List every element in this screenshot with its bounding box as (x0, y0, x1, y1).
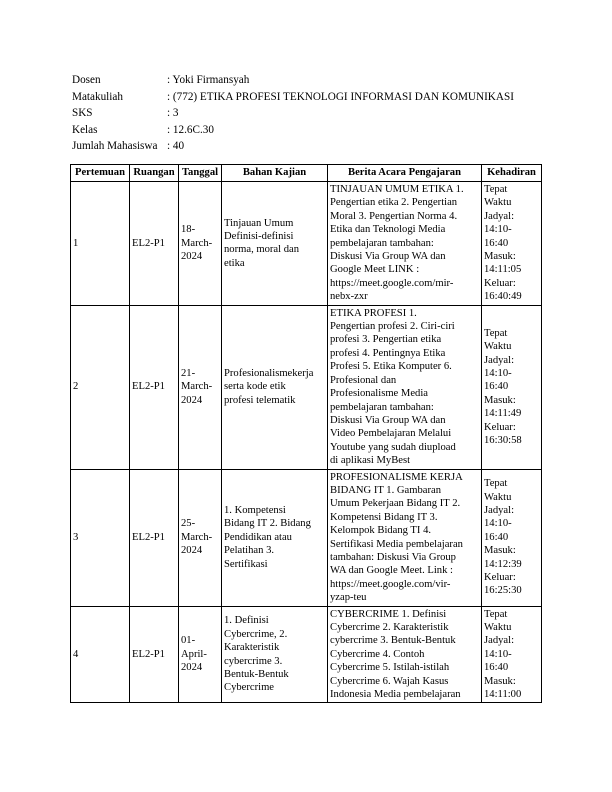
cell-kehadiran (482, 305, 542, 469)
cell-berita-acara-line: Cybercrime 4. Contoh (330, 648, 425, 660)
cell-berita-acara-line: Diskusi Via Group WA dan (330, 414, 446, 426)
cell-bahan-kajian-line: norma, moral dan (224, 244, 300, 256)
cell-kehadiran-line: Masuk: (484, 251, 516, 263)
cell-tanggal (179, 606, 222, 703)
info-label: Matakuliah (72, 90, 123, 103)
cell-bahan-kajian-line: etika (224, 257, 245, 269)
cell-kehadiran (482, 606, 542, 703)
cell-berita-acara-line: pembelajaran tambahan: (330, 237, 434, 249)
cell-ruangan: EL2-P1 (130, 182, 179, 306)
cell-kehadiran-line: 16:40 (484, 381, 509, 393)
info-value: : Yoki Firmansyah (167, 74, 250, 86)
cell-kehadiran-line: 14:12:39 (484, 558, 522, 570)
cell-bahan-kajian-line: Pendidikan atau (224, 531, 292, 543)
cell-kehadiran-line: Waktu (484, 197, 512, 209)
info-label: Dosen (72, 74, 101, 86)
cell-berita-acara-line: Kompetensi Bidang IT 3. (330, 511, 438, 523)
cell-kehadiran (482, 469, 542, 606)
cell-kehadiran-line: Masuk: (484, 675, 516, 687)
cell-berita-acara-line: tambahan: Diskusi Via Group (330, 551, 456, 563)
header-berita-acara: Berita Acara Pengajaran (328, 165, 482, 182)
table-row (71, 305, 542, 469)
cell-bahan-kajian-line: cybercrime 3. (224, 655, 283, 667)
cell-ruangan: EL2-P1 (130, 606, 179, 703)
info-dosen (72, 72, 514, 89)
cell-kehadiran-line: Jadyal: (484, 210, 515, 222)
cell-bahan-kajian-line: 1. Definisi (224, 615, 269, 627)
cell-tanggal-line: 01- (181, 635, 196, 647)
cell-bahan-kajian-line: profesi telematik (224, 394, 296, 406)
table-row (71, 182, 542, 306)
cell-bahan-kajian-line: Definisi-definisi (224, 230, 294, 242)
cell-bahan-kajian-line: Bentuk-Bentuk (224, 668, 289, 680)
header-pertemuan: Pertemuan (71, 165, 130, 182)
cell-kehadiran-line: Masuk: (484, 545, 516, 557)
cell-bahan-kajian-line: Cybercrime (224, 682, 275, 694)
cell-tanggal (179, 305, 222, 469)
header-kehadiran: Kehadiran (482, 165, 542, 182)
table-row (71, 606, 542, 703)
cell-tanggal-line: 18- (181, 224, 196, 236)
cell-bahan-kajian (222, 305, 328, 469)
cell-pertemuan: 4 (71, 606, 130, 703)
cell-berita-acara-line: cybercrime 3. Bentuk-Bentuk (330, 635, 456, 647)
cell-bahan-kajian-line: Pelatihan 3. (224, 545, 275, 557)
cell-kehadiran-line: Keluar: (484, 572, 516, 584)
table-row (71, 469, 542, 606)
cell-berita-acara (328, 305, 482, 469)
cell-berita-acara-line: di aplikasi MyBest (330, 455, 411, 467)
cell-bahan-kajian-line: Tinjauan Umum (224, 217, 294, 229)
cell-kehadiran-line: Jadyal: (484, 354, 515, 366)
cell-kehadiran-line: 14:10- (484, 367, 512, 379)
cell-tanggal-line: 2024 (181, 662, 203, 674)
info-jumlah-mahasiswa (72, 138, 514, 155)
cell-kehadiran-line: 16:40:49 (484, 291, 522, 303)
info-value: : 40 (167, 140, 185, 153)
cell-berita-acara-line: Youtube yang sudah diupload (330, 441, 456, 453)
cell-kehadiran-line: 16:40 (484, 662, 509, 674)
cell-berita-acara-line: Profesional dan (330, 374, 397, 386)
cell-berita-acara-line: https://meet.google.com/vir- (330, 578, 451, 590)
cell-pertemuan: 2 (71, 305, 130, 469)
cell-tanggal-line: 2024 (181, 251, 203, 263)
cell-ruangan: EL2-P1 (130, 305, 179, 469)
cell-berita-acara-line: Moral 3. Pengertian Norma 4. (330, 210, 458, 222)
cell-berita-acara-line: BIDANG IT 1. Gambaran (330, 484, 442, 496)
cell-berita-acara (328, 469, 482, 606)
cell-kehadiran-line: Waktu (484, 341, 512, 353)
cell-berita-acara-line: Pengertian etika 2. Pengertian (330, 197, 458, 209)
cell-berita-acara-line: Etika dan Teknologi Media (330, 224, 446, 236)
cell-berita-acara-line: WA dan Google Meet. Link : (330, 565, 453, 577)
cell-berita-acara-line: pembelajaran tambahan: (330, 401, 434, 413)
info-label: Kelas (72, 123, 98, 136)
info-value: : (772) ETIKA PROFESI TEKNOLOGI INFORMASI DAN KOMUNIKASI (167, 90, 514, 103)
cell-berita-acara-line: Profesionalisme Media (330, 388, 428, 400)
cell-kehadiran-line: Masuk: (484, 394, 516, 406)
cell-berita-acara (328, 182, 482, 306)
cell-tanggal-line: 21- (181, 367, 196, 379)
cell-tanggal-line: March- (181, 381, 213, 393)
cell-bahan-kajian-line: Profesionalismekerja (224, 367, 314, 379)
header-bahan-kajian: Bahan Kajian (222, 165, 328, 182)
attendance-table (70, 164, 542, 703)
info-matakuliah (72, 89, 514, 106)
cell-tanggal-line: 25- (181, 518, 196, 530)
cell-berita-acara-line: profesi 4. Pentingnya Etika (330, 347, 446, 359)
info-kelas (72, 122, 514, 139)
cell-berita-acara-line: Kelompok Bidang TI 4. (330, 525, 432, 537)
cell-berita-acara-line: PROFESIONALISME KERJA (330, 471, 463, 483)
cell-pertemuan: 1 (71, 182, 130, 306)
cell-berita-acara-line: Cybercrime 2. Karakteristik (330, 622, 449, 633)
cell-kehadiran-line: Waktu (484, 622, 512, 633)
cell-kehadiran-line: 14:10- (484, 518, 512, 530)
cell-tanggal-line: 2024 (181, 394, 203, 406)
info-sks (72, 105, 514, 122)
cell-kehadiran (482, 182, 542, 306)
info-value: : 3 (167, 107, 179, 120)
cell-kehadiran-line: Tepat (484, 608, 508, 620)
cell-kehadiran-line: 16:40 (484, 531, 509, 543)
cell-bahan-kajian (222, 606, 328, 703)
cell-kehadiran-line: 16:40 (484, 237, 509, 249)
cell-berita-acara-line: Video Pembelajaran Melalui (330, 428, 452, 440)
cell-berita-acara-line: Diskusi Via Group WA dan (330, 251, 446, 263)
cell-kehadiran-line: Keluar: (484, 277, 516, 289)
header-ruangan: Ruangan (130, 165, 179, 182)
cell-berita-acara-line: nebx-zxr (330, 291, 368, 303)
cell-berita-acara-line: yzap-teu (330, 592, 367, 604)
cell-kehadiran-line: Jadyal: (484, 635, 515, 647)
cell-kehadiran-line: 14:11:49 (484, 408, 522, 420)
table-header-row (71, 165, 542, 182)
header-tanggal: Tanggal (179, 165, 222, 182)
cell-bahan-kajian-line: Karakteristik (224, 642, 280, 654)
cell-berita-acara-line: Pengertian profesi 2. Ciri-ciri (330, 321, 455, 333)
cell-berita-acara-line: Google Meet LINK : (330, 264, 420, 276)
course-info (72, 72, 514, 155)
cell-tanggal-line: March- (181, 237, 213, 249)
cell-tanggal (179, 182, 222, 306)
cell-berita-acara-line: ETIKA PROFESI 1. (330, 307, 417, 319)
cell-bahan-kajian (222, 182, 328, 306)
cell-kehadiran-line: 14:10- (484, 224, 512, 236)
cell-kehadiran-line: 14:11:05 (484, 264, 522, 276)
cell-tanggal-line: 2024 (181, 545, 203, 557)
cell-tanggal-line: March- (181, 531, 213, 543)
cell-berita-acara-line: Indonesia Media pembelajaran (330, 689, 461, 701)
cell-bahan-kajian-line: Sertifikasi (224, 558, 268, 570)
cell-berita-acara-line: Cybercrime 6. Wajah Kasus (330, 675, 449, 687)
cell-kehadiran-line: Tepat (484, 184, 508, 195)
info-label: Jumlah Mahasiswa (72, 140, 158, 153)
cell-berita-acara-line: profesi 3. Pengertian etika (330, 334, 442, 346)
info-label: SKS (72, 107, 93, 120)
cell-berita-acara (328, 606, 482, 703)
cell-berita-acara-line: CYBERCRIME 1. Definisi (330, 608, 447, 620)
info-value: : 12.6C.30 (167, 123, 214, 136)
cell-tanggal-line: April- (181, 648, 207, 660)
cell-berita-acara-line: Profesi 5. Etika Komputer 6. (330, 361, 452, 373)
cell-kehadiran-line: 16:25:30 (484, 585, 522, 597)
cell-bahan-kajian-line: Bidang IT 2. Bidang (224, 518, 311, 530)
cell-bahan-kajian (222, 469, 328, 606)
cell-bahan-kajian-line: 1. Kompetensi (224, 505, 286, 517)
cell-pertemuan: 3 (71, 469, 130, 606)
cell-berita-acara-line: Cybercrime 5. Istilah-istilah (330, 662, 450, 674)
cell-kehadiran-line: 14:11:00 (484, 689, 522, 701)
cell-ruangan: EL2-P1 (130, 469, 179, 606)
cell-kehadiran-line: Jadyal: (484, 505, 515, 517)
cell-kehadiran-line: 14:10- (484, 648, 512, 660)
cell-kehadiran-line: Keluar: (484, 421, 516, 433)
cell-kehadiran-line: Tepat (484, 478, 508, 490)
cell-berita-acara-line: https://meet.google.com/mir- (330, 277, 454, 289)
cell-berita-acara-line: TINJAUAN UMUM ETIKA 1. (330, 184, 464, 195)
cell-berita-acara-line: Sertifikasi Media pembelajaran (330, 538, 463, 550)
cell-kehadiran-line: Waktu (484, 491, 512, 503)
cell-kehadiran-line: 16:30:58 (484, 435, 522, 447)
cell-berita-acara-line: Umum Pekerjaan Bidang IT 2. (330, 498, 461, 510)
cell-kehadiran-line: Tepat (484, 327, 508, 339)
cell-bahan-kajian-line: serta kode etik (224, 381, 286, 393)
cell-bahan-kajian-line: Cybercrime, 2. (224, 628, 288, 640)
cell-tanggal (179, 469, 222, 606)
